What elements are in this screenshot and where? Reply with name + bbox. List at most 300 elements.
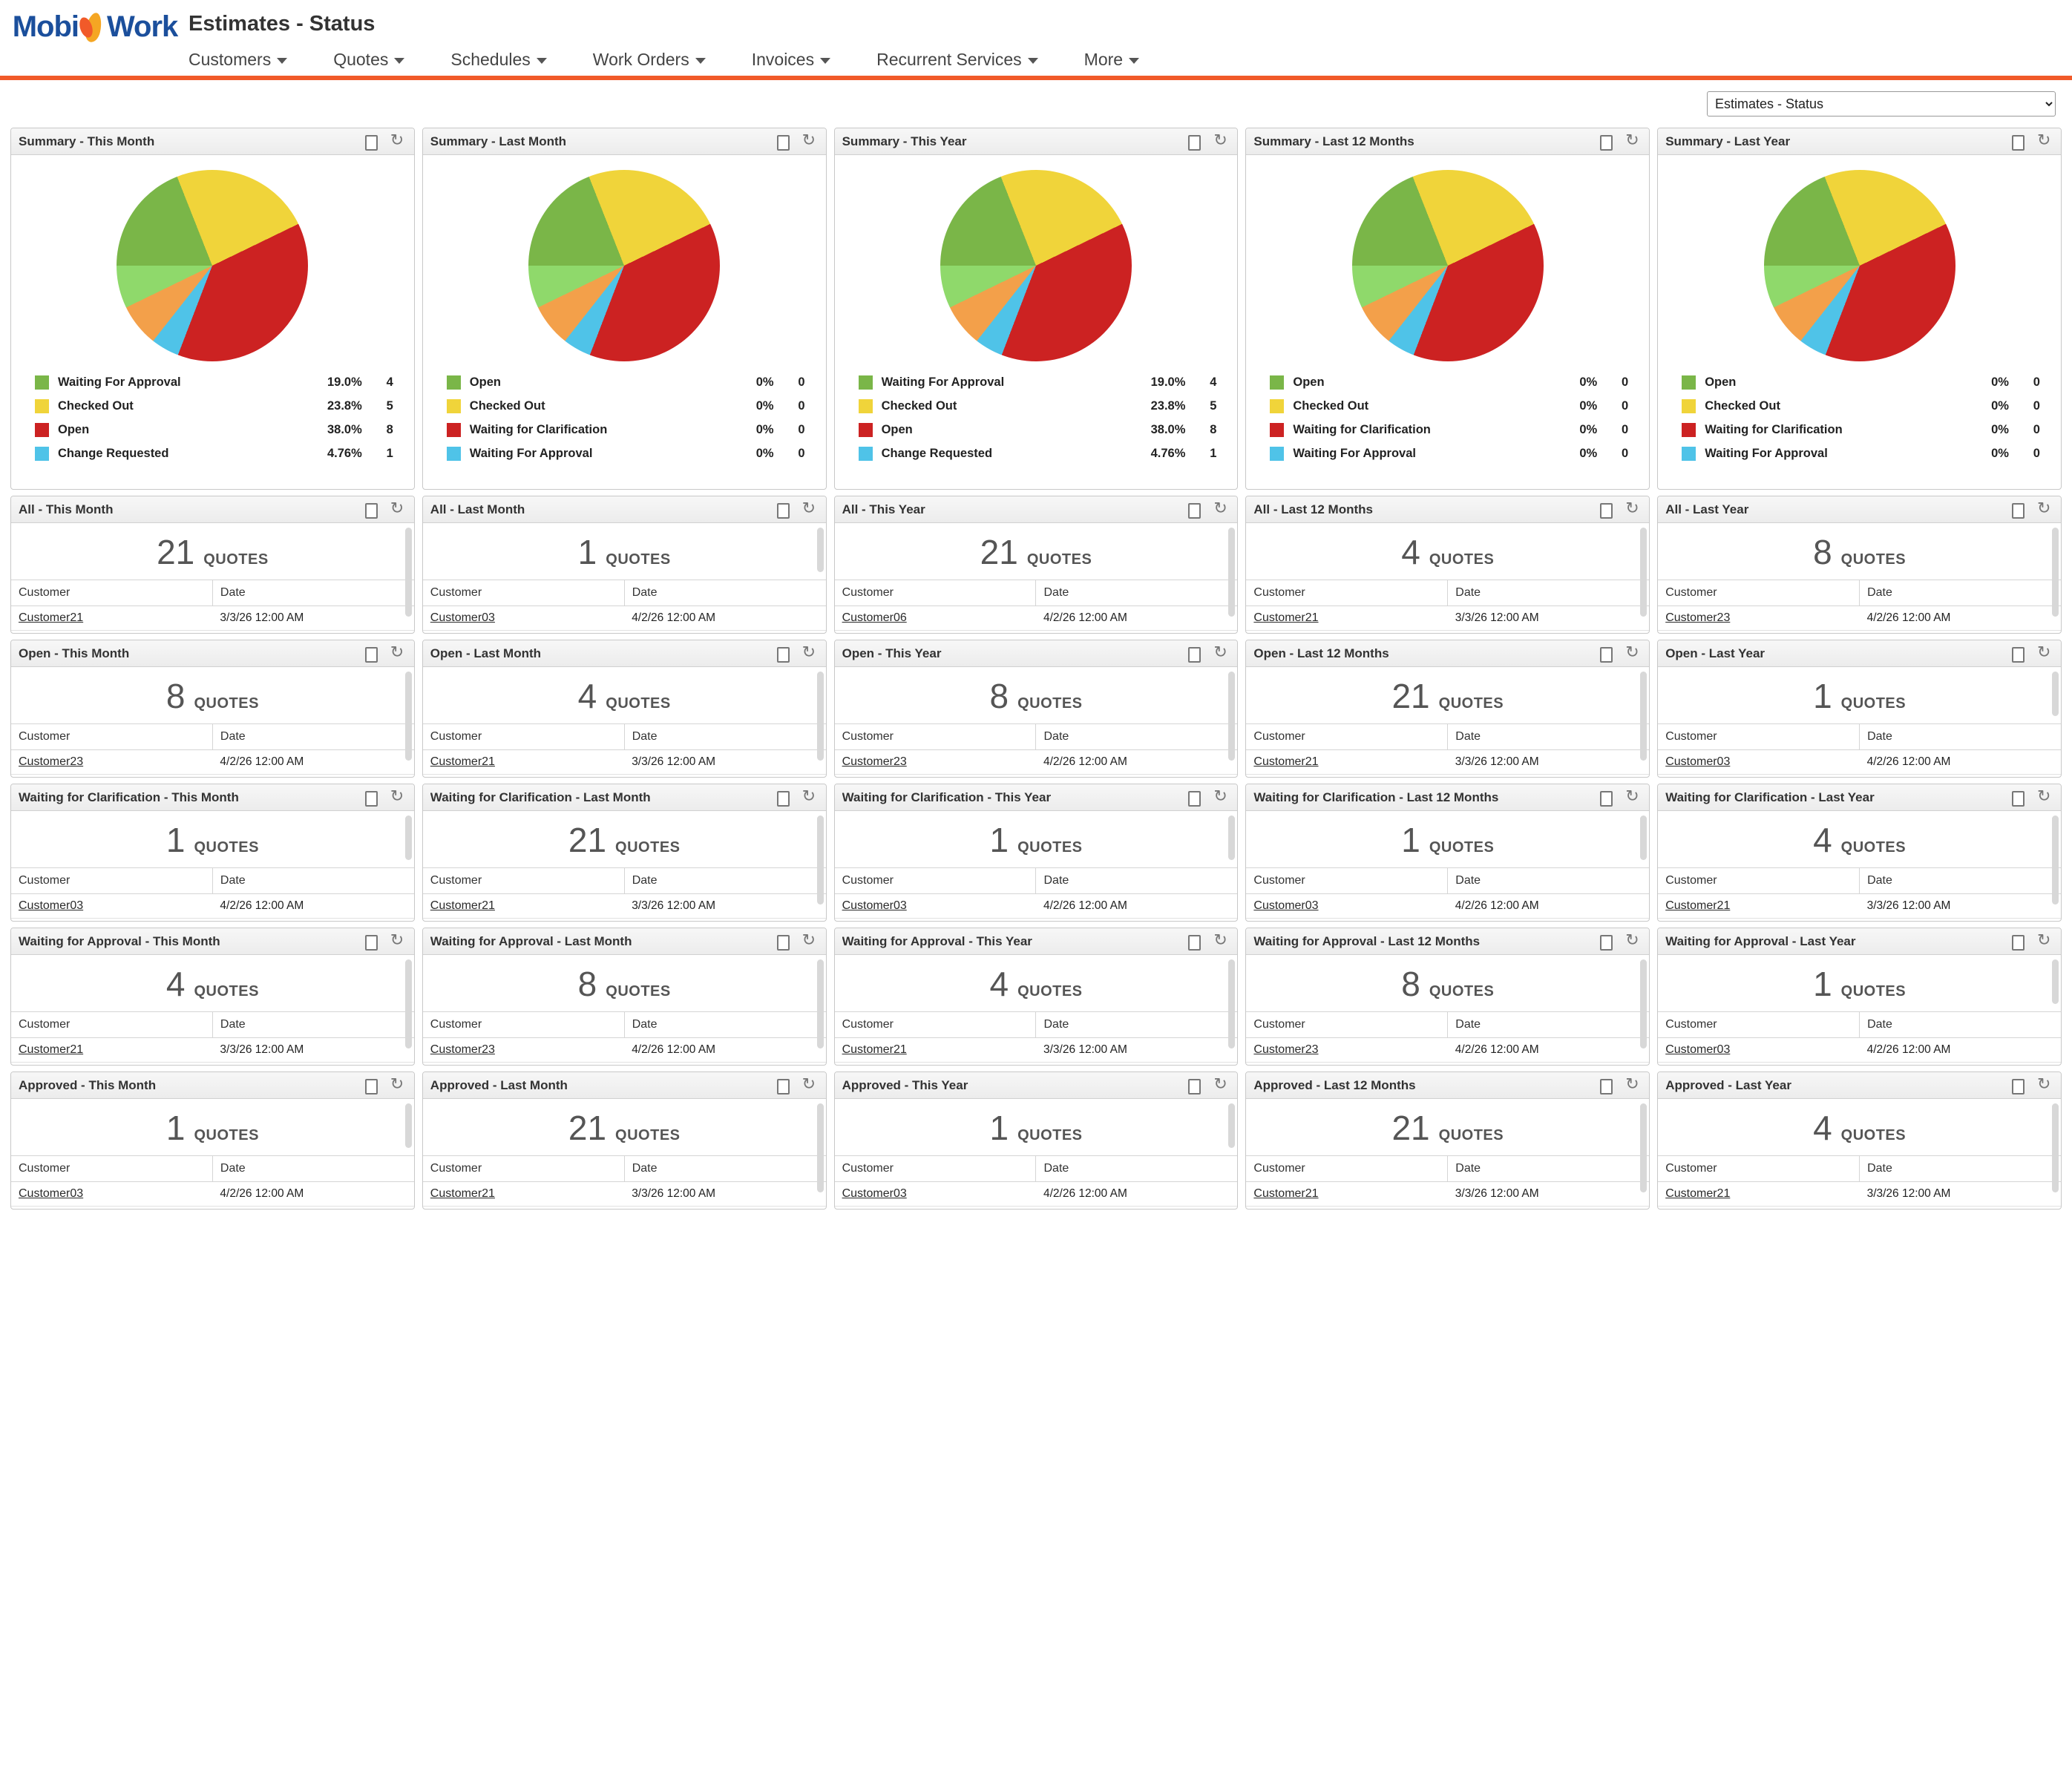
table-row[interactable] [11,631,414,634]
column-header-customer[interactable]: Customer [1246,724,1447,750]
vertical-scrollbar[interactable] [1640,1103,1647,1192]
menu-item-customers[interactable] [184,47,311,73]
widget-body [11,667,414,778]
column-header-customer[interactable]: Customer [1246,580,1447,606]
table-row[interactable] [1658,750,2061,775]
column-header-date[interactable]: Date [624,580,825,606]
column-header-customer[interactable]: Customer [1246,1012,1447,1038]
column-header-date[interactable]: Date [212,724,413,750]
column-header-date[interactable]: Date [1860,724,2061,750]
vertical-scrollbar[interactable] [405,815,412,860]
quote-count-label: QUOTES [1840,983,1907,1000]
column-header-date[interactable]: Date [1448,868,1649,894]
refresh-icon[interactable] [1213,934,1227,949]
customer-link[interactable]: Customer03 [842,1187,907,1200]
column-header-customer[interactable]: Customer [11,868,212,894]
table-row[interactable] [1658,1207,2061,1210]
date-cell: 4/2/26 12:00 AM [1860,750,2061,775]
refresh-icon[interactable] [390,790,404,805]
table-row[interactable] [1658,1038,2061,1063]
table-row[interactable] [835,606,1238,631]
table-row[interactable] [835,1038,1238,1063]
column-header-customer[interactable]: Customer [423,1156,624,1182]
widget-actions [1187,502,1231,517]
widget-body [1658,811,2061,922]
column-header-customer[interactable]: Customer [1246,1156,1447,1182]
refresh-icon[interactable] [1213,1078,1227,1093]
table-row[interactable] [1658,1182,2061,1207]
refresh-icon[interactable] [1625,646,1639,661]
table-row[interactable] [1246,1207,1649,1210]
date-cell: 3/3/26 12:00 AM [1448,1182,1649,1207]
column-header-customer[interactable]: Customer [1246,868,1447,894]
copy-icon[interactable] [776,646,789,661]
vertical-scrollbar[interactable] [817,672,824,761]
quote-count [1658,667,2061,723]
vertical-scrollbar[interactable] [1640,672,1647,761]
customer-cell [1246,1063,1447,1066]
vertical-scrollbar[interactable] [1228,672,1235,761]
column-header-date[interactable]: Date [212,1012,413,1038]
copy-icon[interactable] [2010,790,2024,805]
column-header-date[interactable]: Date [624,1012,825,1038]
refresh-icon[interactable] [390,134,404,149]
column-header-date[interactable]: Date [624,1156,825,1182]
widget-actions [2010,1078,2055,1093]
customer-link[interactable]: Customer23 [430,1043,495,1056]
column-header-customer[interactable]: Customer [423,724,624,750]
customer-link[interactable]: Customer03 [19,899,84,912]
column-header-date[interactable]: Date [624,868,825,894]
vertical-scrollbar[interactable] [1228,815,1235,860]
quotes-widget [10,784,415,922]
date-cell: 3/3/26 12:00 AM [212,1038,413,1063]
column-header-date[interactable]: Date [1448,724,1649,750]
column-header-date[interactable]: Date [212,580,413,606]
copy-icon[interactable] [364,134,377,149]
copy-icon[interactable] [2010,934,2024,949]
table-row[interactable] [423,1063,826,1066]
vertical-scrollbar[interactable] [1228,959,1235,1048]
customer-link[interactable]: Customer21 [1253,611,1319,624]
date-cell [1448,775,1649,778]
column-header-date[interactable]: Date [212,1156,413,1182]
column-header-customer[interactable]: Customer [835,868,1036,894]
vertical-scrollbar[interactable] [405,1103,412,1148]
copy-icon[interactable] [776,502,789,517]
copy-icon[interactable] [364,646,377,661]
dashboard-select[interactable] [1707,91,2056,116]
vertical-scrollbar[interactable] [1640,815,1647,860]
refresh-icon[interactable] [1213,134,1227,149]
vertical-scrollbar[interactable] [1228,528,1235,617]
logo[interactable] [0,0,184,44]
legend-percent: 4.76% [327,446,362,460]
table-row[interactable] [423,775,826,778]
copy-icon[interactable] [1599,934,1612,949]
quote-count [1658,955,2061,1011]
customer-cell [1246,606,1447,631]
widget-header [11,1072,414,1099]
copy-icon[interactable] [2010,134,2024,149]
table-header-row [835,724,1238,750]
pie-chart-area [842,165,1230,366]
customer-link[interactable]: Customer21 [1253,1187,1319,1200]
copy-icon[interactable] [1599,1078,1612,1093]
pie-legend [842,370,1230,465]
refresh-icon[interactable] [2037,1078,2050,1093]
pie-chart [528,170,720,361]
column-header-customer[interactable]: Customer [835,724,1036,750]
column-header-customer[interactable]: Customer [1658,1156,1859,1182]
table-body [835,1182,1238,1207]
refresh-icon[interactable] [802,134,816,149]
vertical-scrollbar[interactable] [405,672,412,761]
table-row[interactable] [423,919,826,922]
refresh-icon[interactable] [802,790,816,805]
copy-icon[interactable] [364,502,377,517]
column-header-customer[interactable]: Customer [11,724,212,750]
refresh-icon[interactable] [2037,646,2050,661]
table-body [835,1038,1238,1066]
column-header-date[interactable]: Date [1448,1012,1649,1038]
legend-label: Open [1705,375,1737,389]
customer-link[interactable]: Customer21 [842,1043,907,1056]
quotes-widget [10,928,415,1066]
quote-count [423,523,826,580]
quotes-widget [1657,784,2062,922]
customer-link[interactable]: Customer03 [430,611,495,624]
widget-body [835,811,1238,922]
column-header-date[interactable]: Date [1036,724,1237,750]
widget-header [11,496,414,523]
legend-percent: 19.0% [1150,375,1186,389]
vertical-scrollbar[interactable] [817,815,824,905]
table-row[interactable] [835,631,1238,634]
table-row[interactable] [423,894,826,919]
quote-count [1246,955,1649,1011]
vertical-scrollbar[interactable] [1640,959,1647,1048]
widget-body [423,523,826,634]
widget-body [11,955,414,1066]
widget-title: Summary - Last 12 Months [1253,134,1414,148]
refresh-icon[interactable] [802,1078,816,1093]
table-header-row [1658,1156,2061,1182]
table-row[interactable] [1658,631,2061,634]
vertical-scrollbar[interactable] [817,959,824,1048]
legend-count: 0 [1622,446,1629,460]
table-row[interactable] [1658,606,2061,631]
column-header-customer[interactable]: Customer [835,580,1036,606]
refresh-icon[interactable] [802,646,816,661]
customer-link[interactable]: Customer21 [1665,1187,1731,1200]
vertical-scrollbar[interactable] [817,1103,824,1192]
vertical-scrollbar[interactable] [817,528,824,572]
column-header-date[interactable]: Date [1036,580,1237,606]
column-header-date[interactable]: Date [1448,1156,1649,1182]
menu-item-work-orders[interactable] [589,47,730,73]
vertical-scrollbar[interactable] [2052,1103,2059,1192]
copy-icon[interactable] [364,1078,377,1093]
menu-label: Work Orders [592,50,689,69]
table-row[interactable] [1246,750,1649,775]
copy-icon[interactable] [364,790,377,805]
refresh-icon[interactable] [802,934,816,949]
widget-body [1658,155,2061,489]
menu-item-more[interactable] [1080,47,1163,73]
customer-link[interactable]: Customer23 [842,755,907,768]
table-row[interactable] [1658,919,2061,922]
chevron-down-icon [820,58,830,64]
legend-row [1270,370,1628,394]
widget-title: Summary - Last Month [430,134,567,148]
widget-title: Open - This Month [19,646,130,660]
legend-swatch [859,375,873,390]
refresh-icon[interactable] [2037,134,2050,149]
legend-percent: 0% [1579,422,1598,436]
refresh-icon[interactable] [1625,134,1639,149]
column-header-customer[interactable]: Customer [423,1012,624,1038]
refresh-icon[interactable] [390,502,404,517]
customer-link[interactable]: Customer03 [1253,899,1319,912]
widget-header [835,640,1238,667]
column-header-customer[interactable]: Customer [11,580,212,606]
legend-count: 0 [2033,398,2040,413]
column-header-customer[interactable]: Customer [11,1156,212,1182]
table-row[interactable] [11,894,414,919]
column-header-customer[interactable]: Customer [835,1156,1036,1182]
legend-row [1270,394,1628,418]
date-cell: 4/2/26 12:00 AM [624,606,825,631]
table-row[interactable] [1246,894,1649,919]
table-row[interactable] [11,775,414,778]
table-row[interactable] [423,1182,826,1207]
vertical-scrollbar[interactable] [2052,959,2059,1004]
date-cell: 3/3/26 12:00 AM [212,606,413,631]
customer-link[interactable]: Customer21 [430,1187,495,1200]
refresh-icon[interactable] [2037,790,2050,805]
table-row[interactable] [423,606,826,631]
column-header-date[interactable]: Date [1860,1156,2061,1182]
vertical-scrollbar[interactable] [2052,672,2059,716]
table-row[interactable] [1658,894,2061,919]
copy-icon[interactable] [776,790,789,805]
column-header-customer[interactable]: Customer [423,580,624,606]
refresh-icon[interactable] [1625,1078,1639,1093]
table-row[interactable] [1246,1063,1649,1066]
table-row[interactable] [835,894,1238,919]
date-cell: 3/3/26 12:00 AM [624,1182,825,1207]
widget-header [1658,1072,2061,1099]
legend-percent: 0% [755,446,774,460]
refresh-icon[interactable] [390,646,404,661]
copy-icon[interactable] [1599,646,1612,661]
refresh-icon[interactable] [1213,502,1227,517]
vertical-scrollbar[interactable] [405,528,412,617]
column-header-customer[interactable]: Customer [1658,580,1859,606]
copy-icon[interactable] [2010,1078,2024,1093]
customer-link[interactable]: Customer03 [842,899,907,912]
widget-actions [776,790,820,805]
quote-count-number: 8 [165,677,186,715]
refresh-icon[interactable] [2037,934,2050,949]
column-header-date[interactable]: Date [1860,580,2061,606]
widget-title: Waiting for Approval - This Month [19,933,220,948]
quote-count-number: 4 [989,965,1009,1003]
copy-icon[interactable] [1187,934,1200,949]
legend-count: 0 [1622,375,1629,389]
copy-icon[interactable] [1187,646,1200,661]
quote-count-label: QUOTES [1017,695,1083,712]
customer-link[interactable]: Customer21 [430,755,495,768]
table-row[interactable] [423,1207,826,1210]
menu-item-quotes[interactable] [329,47,428,73]
refresh-icon[interactable] [1213,646,1227,661]
customer-link[interactable]: Customer03 [19,1187,84,1200]
table-row[interactable] [1246,775,1649,778]
widget-actions [364,134,408,149]
widget-header [1658,784,2061,811]
refresh-icon[interactable] [1625,502,1639,517]
table-row[interactable] [1246,1038,1649,1063]
quotes-widget [834,784,1239,922]
quote-count-number: 4 [1813,821,1832,859]
customer-link[interactable]: Customer21 [430,899,495,912]
menu-label: Invoices [751,50,815,69]
column-header-date[interactable]: Date [1860,868,2061,894]
customer-link[interactable]: Customer21 [19,1043,84,1056]
copy-icon[interactable] [1187,502,1200,517]
copy-icon[interactable] [1187,1078,1200,1093]
vertical-scrollbar[interactable] [405,959,412,1048]
copy-icon[interactable] [1599,134,1612,149]
copy-icon[interactable] [1187,790,1200,805]
table-row[interactable] [1246,1182,1649,1207]
copy-icon[interactable] [776,134,789,149]
column-header-customer[interactable]: Customer [423,868,624,894]
table-row[interactable] [423,1038,826,1063]
column-header-date[interactable]: Date [1860,1012,2061,1038]
menu-item-schedules[interactable] [446,47,570,73]
customer-link[interactable]: Customer23 [19,755,84,768]
widget-header [423,640,826,667]
vertical-scrollbar[interactable] [1640,528,1647,617]
copy-icon[interactable] [776,934,789,949]
customer-link[interactable]: Customer21 [19,611,84,624]
legend-count: 5 [386,398,393,413]
vertical-scrollbar[interactable] [1228,1103,1235,1148]
customer-cell [1246,775,1447,778]
column-header-customer[interactable]: Customer [835,1012,1036,1038]
legend-swatch [35,447,49,461]
pie-chart [1764,170,1955,361]
column-header-date[interactable]: Date [1036,868,1237,894]
table-row[interactable] [11,606,414,631]
legend-label: Waiting For Approval [1293,446,1416,460]
widget-header [423,128,826,155]
refresh-icon[interactable] [2037,502,2050,517]
legend-row [35,418,393,442]
customer-link[interactable]: Customer23 [1665,611,1731,624]
legend-percent: 0% [1991,398,2009,413]
customer-link[interactable]: Customer21 [1665,899,1731,912]
copy-icon[interactable] [1599,502,1612,517]
table-row[interactable] [1246,631,1649,634]
column-header-customer[interactable]: Customer [1658,1012,1859,1038]
legend-percent: 0% [1991,446,2009,460]
refresh-icon[interactable] [1625,934,1639,949]
refresh-icon[interactable] [802,502,816,517]
copy-icon[interactable] [2010,646,2024,661]
customer-link[interactable]: Customer03 [1665,755,1731,768]
column-header-date[interactable]: Date [624,724,825,750]
copy-icon[interactable] [2010,502,2024,517]
table-row[interactable] [1246,606,1649,631]
legend-row [1682,418,2040,442]
column-header-date[interactable]: Date [212,868,413,894]
menu-item-recurrent-services[interactable] [872,47,1062,73]
menu-item-invoices[interactable] [747,47,854,73]
quote-count-label: QUOTES [203,551,269,568]
quote-count [11,955,414,1011]
chevron-down-icon [1129,58,1139,64]
date-cell: 3/3/26 12:00 AM [1860,1182,2061,1207]
table-row[interactable] [835,1182,1238,1207]
refresh-icon[interactable] [390,1078,404,1093]
widget-body [1246,1099,1649,1210]
customer-link[interactable]: Customer06 [842,611,907,624]
menu-label: Quotes [333,50,389,69]
quotes-widget [422,1071,827,1210]
vertical-scrollbar[interactable] [2052,815,2059,905]
table-row[interactable] [11,1038,414,1063]
copy-icon[interactable] [1599,790,1612,805]
customer-link[interactable]: Customer23 [1253,1043,1319,1056]
table-header-row [423,1012,826,1038]
table-row[interactable] [423,750,826,775]
refresh-icon[interactable] [390,934,404,949]
table-row[interactable] [11,1063,414,1066]
legend-row [447,418,805,442]
column-header-customer[interactable]: Customer [1658,868,1859,894]
table-row[interactable] [835,1063,1238,1066]
customer-link[interactable]: Customer21 [1253,755,1319,768]
table-body [11,1038,414,1066]
table-row[interactable] [11,750,414,775]
legend-row [859,418,1217,442]
quotes-widget [422,496,827,634]
column-header-customer[interactable]: Customer [1658,724,1859,750]
refresh-icon[interactable] [1213,790,1227,805]
table-row[interactable] [11,1182,414,1207]
table-row[interactable] [835,750,1238,775]
vertical-scrollbar[interactable] [2052,528,2059,617]
legend-count: 0 [1622,422,1629,436]
legend-row [447,442,805,465]
copy-icon[interactable] [364,934,377,949]
column-header-date[interactable]: Date [1036,1156,1237,1182]
column-header-date[interactable]: Date [1036,1012,1237,1038]
table-row[interactable] [835,775,1238,778]
widget-title: Approved - Last Year [1665,1077,1791,1092]
customer-link[interactable]: Customer03 [1665,1043,1731,1056]
column-header-customer[interactable]: Customer [11,1012,212,1038]
copy-icon[interactable] [776,1078,789,1093]
refresh-icon[interactable] [1625,790,1639,805]
quotes-widget [1245,784,1650,922]
copy-icon[interactable] [1187,134,1200,149]
column-header-date[interactable]: Date [1448,580,1649,606]
